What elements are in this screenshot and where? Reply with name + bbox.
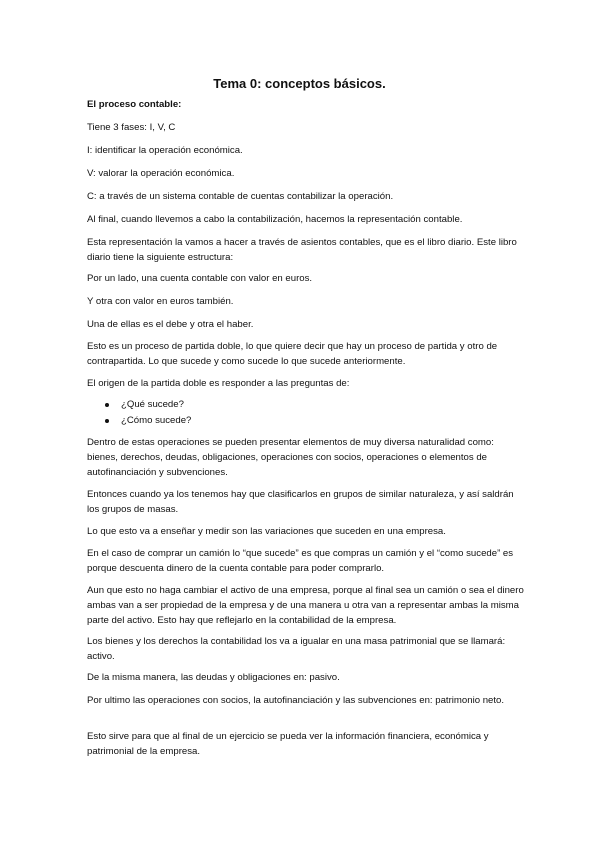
- paragraph: Y otra con valor en euros también.: [87, 296, 234, 307]
- bullet-item: ¿Cómo sucede?: [121, 415, 192, 426]
- bullet-item: ¿Qué sucede?: [121, 399, 184, 410]
- paragraph: Al final, cuando llevemos a cabo la contabilización, hacemos la representación contable.: [87, 214, 463, 225]
- paragraph: Aun que esto no haga cambiar el activo de una empresa, porque al final sea un camión o sea el dinero ambas van a ser propiedad de la empresa y de una manera u otra van a representar ambas la misma parte del activo. Esto hay que reflejarlo en la contabilidad de la empresa.: [87, 585, 524, 626]
- paragraph: Una de ellas es el debe y otra el haber.: [87, 319, 254, 330]
- paragraph: Entonces cuando ya los tenemos hay que clasificarlos en grupos de similar naturaleza, y así saldrán los grupos de masas.: [87, 489, 514, 515]
- paragraph: Por ultimo las operaciones con socios, la autofinanciación y las subvenciones en: patrimonio neto.: [87, 695, 505, 706]
- bullet-dot-icon: [105, 403, 109, 407]
- bullet-dot-icon: [105, 419, 109, 423]
- paragraph: En el caso de comprar un camión lo “que sucede” es que compras un camión y el “como sucede” es porque descuenta dinero de la cuenta contable para poder comprarlo.: [87, 548, 514, 574]
- paragraph: Tiene 3 fases: I, V, C: [87, 122, 176, 133]
- paragraph: Lo que esto va a enseñar y medir son las variaciones que suceden en una empresa.: [87, 526, 446, 537]
- paragraph: I: identificar la operación económica.: [87, 145, 243, 156]
- document-title: Tema 0: conceptos básicos.: [213, 76, 386, 91]
- paragraph: V: valorar la operación económica.: [87, 168, 235, 179]
- paragraph: Dentro de estas operaciones se pueden presentar elementos de muy diversa naturalidad como: bienes, derechos, deudas, obligaciones, operaciones con socios, operaciones o elementos de autofinanciación y subvenciones.: [87, 437, 494, 478]
- paragraph: Esta representación la vamos a hacer a través de asientos contables, que es el libro diario. Este libro diario tiene la siguiente estructura:: [87, 237, 517, 263]
- paragraph: C: a través de un sistema contable de cuentas contabilizar la operación.: [87, 191, 394, 202]
- paragraph: Esto sirve para que al final de un ejercicio se pueda ver la información financiera, económica y patrimonial de la empresa.: [87, 731, 489, 757]
- paragraph: Los bienes y los derechos la contabilidad los va a igualar en una masa patrimonial que se llamará: activo.: [87, 636, 506, 662]
- paragraph: Esto es un proceso de partida doble, lo que quiere decir que hay un proceso de partida y otro de contrapartida. Lo que sucede y como sucede lo que sucede anteriormente.: [87, 341, 498, 367]
- paragraph: El origen de la partida doble es responder a las preguntas de:: [87, 378, 350, 389]
- section-heading: El proceso contable:: [87, 99, 182, 110]
- paragraph: Por un lado, una cuenta contable con valor en euros.: [87, 273, 313, 284]
- paragraph: De la misma manera, las deudas y obligaciones en: pasivo.: [87, 672, 340, 683]
